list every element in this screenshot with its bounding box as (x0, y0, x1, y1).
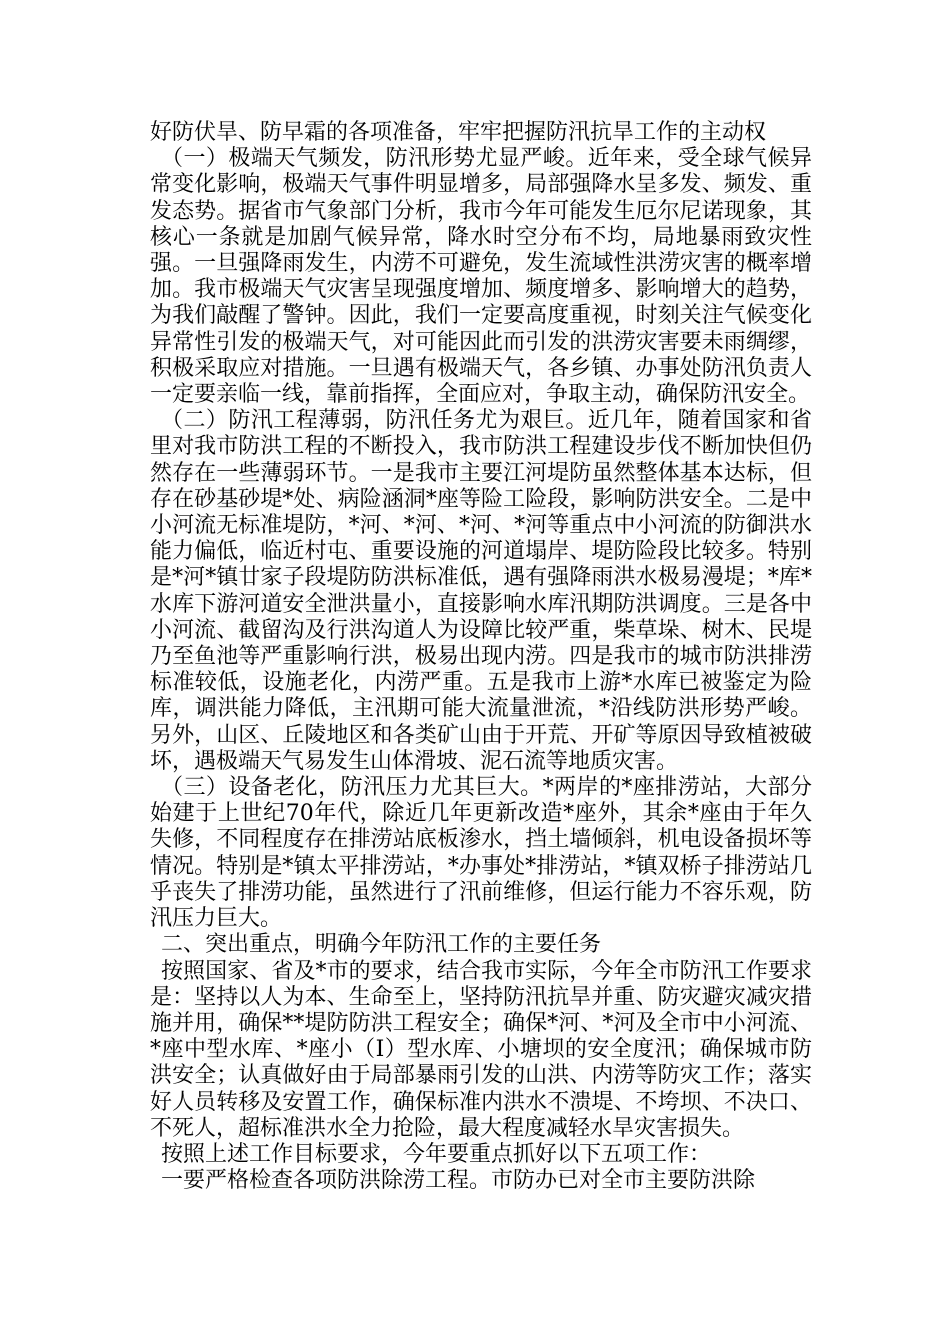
paragraph-extreme-weather: （一）极端天气频发，防汛形势尤显严峻。近年来，受全球气候异常变化影响，极端天气事件明显增多，局部强降水呈多发、频发、重发态势。据省市气象部门分析，我市今年可能发生厄尔尼诺现象，其核心一条就是加剧气候异常，降水时空分布不均，局地暴雨致灾性强。一旦强降雨发生，内涝不可避免，发生流域性洪涝灾害的概率增加。我市极端天气灾害呈现强度增加、频度增多、影响增大的趋势，为我们敲醒了警钟。因此，我们一定要高度重视，时刻关注气候变化异常性引发的极端天气，对可能因此而引发的洪涝灾害要未雨绸缪，积极采取应对措施。一旦遇有极端天气，各乡镇、办事处防汛负责人一定要亲临一线，靠前指挥，全面应对，争取主动，确保防汛安全。 (150, 146, 812, 408)
paragraph-aging-equipment: （三）设备老化，防汛压力尤其巨大。*两岸的*座排涝站，大部分始建于上世纪70年代，除近几年更新改造*座外，其余*座由于年久失修，不同程度存在排涝站底板渗水，挡土墙倾斜，机电设备损坏等情况。特别是*镇太平排涝站，*办事处*排涝站，*镇双桥子排涝站几乎丧失了排涝功能，虽然进行了汛前维修，但运行能力不容乐观，防汛压力巨大。 (150, 775, 812, 932)
paragraph-weak-engineering: （二）防汛工程薄弱，防汛任务尤为艰巨。近几年，随着国家和省里对我市防洪工程的不断投入，我市防洪工程建设步伐不断加快但仍然存在一些薄弱环节。一是我市主要江河堤防虽然整体基本达标，但存在砂基砂堤*处、病险涵洞*座等险工险段，影响防洪安全。二是中小河流无标准堤防，*河、*河、*河、*河等重点中小河流的防御洪水能力偏低，临近村屯、重要设施的河道塌岸、堤防险段比较多。特别是*河*镇廿家子段堤防防洪标准低，遇有强降雨洪水极易漫堤；*库*水库下游河道安全泄洪量小，直接影响水库汛期防洪调度。三是各中小河流、截留沟及行洪沟道人为设障比较严重，柴草垛、树木、民堤乃至鱼池等严重影响行洪，极易出现内涝。四是我市的城市防洪排涝标准较低，设施老化，内涝严重。五是我市上游*水库已被鉴定为险库，调洪能力降低，主汛期可能大流量泄流，*沿线防洪形势严峻。另外，山区、丘陵地区和各类矿山由于开荒、开矿等原因导致植被破坏，遇极端天气易发生山体滑坡、泥石流等地质灾害。 (150, 408, 812, 774)
paragraph-work-requirements: 按照国家、省及*市的要求，结合我市实际，今年全市防汛工作要求是：坚持以人为本、生命至上，坚持防汛抗旱并重、防灾避灾减灾措施并用，确保**堤防防洪工程安全；确保*河、*河及全市中小河流、*座中型水库、*座小（Ⅰ）型水库、小塘坝的安全度汛；确保城市防洪安全；认真做好由于局部暴雨引发的山洪、内涝等防灾工作；落实好人员转移及安置工作，确保标准内洪水不溃堤、不垮坝、不决口、不死人，超标准洪水全力抢险，最大程度减轻水旱灾害损失。 (150, 958, 812, 1141)
document-body (150, 120, 812, 1194)
section-heading-main-tasks: 二、突出重点，明确今年防汛工作的主要任务 (161, 932, 602, 958)
paragraph-intro-line: 好防伏旱、防早霜的各项准备，牢牢把握防汛抗旱工作的主动权 (150, 120, 767, 145)
paragraph-task-one: 一要严格检查各项防洪除涝工程。市防办已对全市主要防洪除 (161, 1168, 756, 1194)
paragraph-five-tasks-intro: 按照上述工作目标要求，今年要重点抓好以下五项工作： (161, 1141, 712, 1167)
